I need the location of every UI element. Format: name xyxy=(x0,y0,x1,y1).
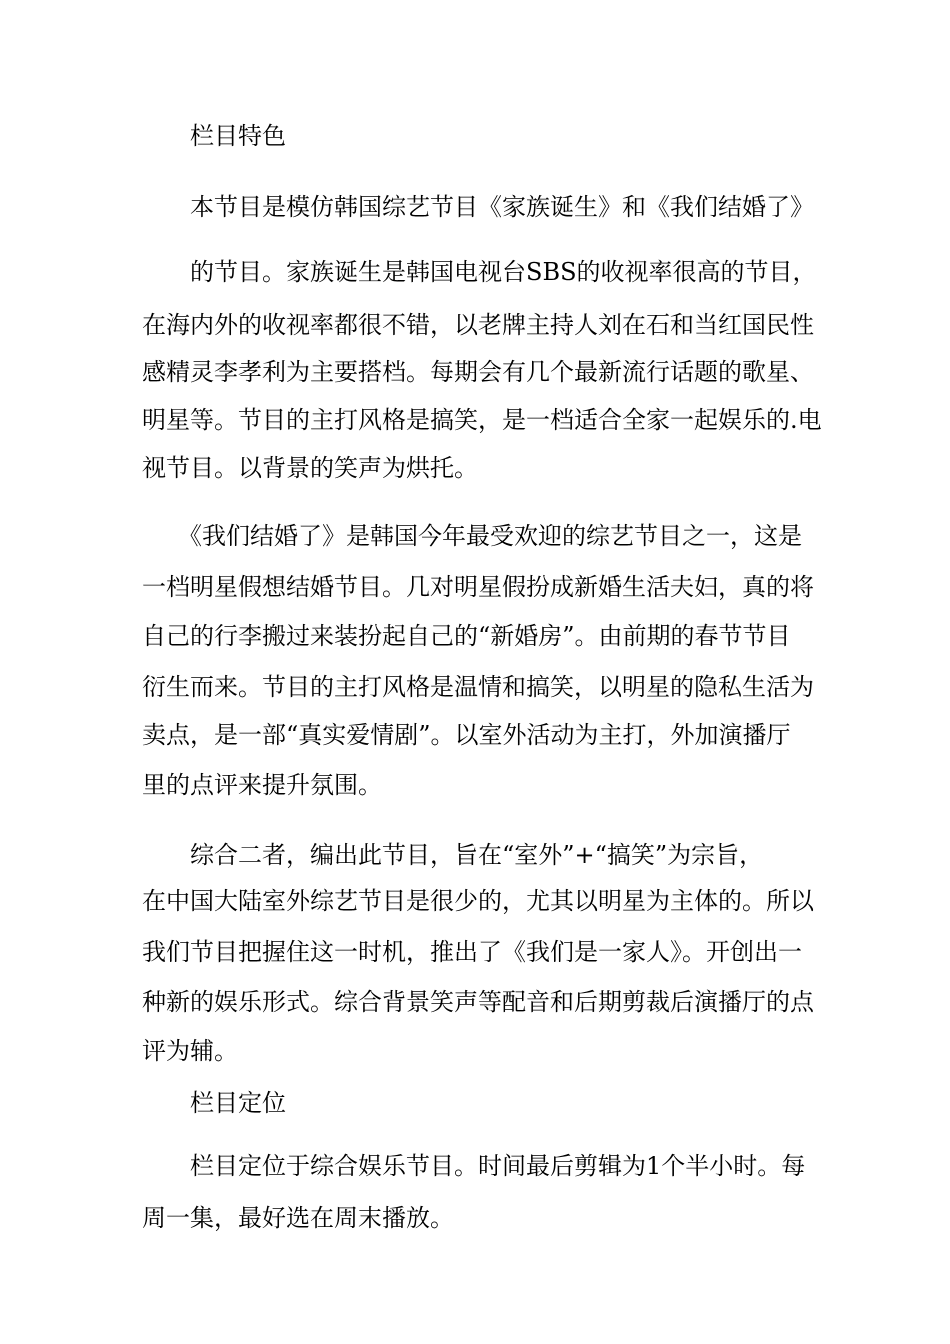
paragraph-4-line-3: 我们节目把握住这一时机，推出了《我们是一家人》。开创出一 xyxy=(142,938,802,966)
paragraph-2-line-5: 视节目。以背景的笑声为烘托。 xyxy=(142,454,478,482)
paragraph-4-line-2: 在中国大陆室外综艺节目是很少的，尤其以明星为主体的。所以 xyxy=(142,887,814,915)
paragraph-4-line-1: 综合二者，编出此节目，旨在“室外”+“搞笑”为宗旨， xyxy=(190,841,764,869)
paragraph-5-line-1: 栏目定位于综合娱乐节目。时间最后剪辑为1个半小时。每 xyxy=(190,1152,806,1180)
paragraph-2-line-4: 明星等。节目的主打风格是搞笑，是一档适合全家一起娱乐的.电 xyxy=(142,406,822,434)
paragraph-3-line-2: 一档明星假想结婚节目。几对明星假扮成新婚生活夫妇，真的将 xyxy=(142,573,814,601)
section-heading-positioning: 栏目定位 xyxy=(190,1089,286,1117)
paragraph-1-line-1: 本节目是模仿韩国综艺节目《家族诞生》和《我们结婚了》 xyxy=(190,193,814,221)
paragraph-4-line-4: 种新的娱乐形式。综合背景笑声等配音和后期剪裁后演播厅的点 xyxy=(142,988,814,1016)
paragraph-4-line-5: 评为辅。 xyxy=(142,1037,238,1065)
paragraph-2-line-1: 的节目。家族诞生是韩国电视台SBS的收视率很高的节目， xyxy=(190,258,817,286)
paragraph-2-line-3: 感精灵李孝利为主要搭档。每期会有几个最新流行话题的歌星、 xyxy=(142,358,814,386)
paragraph-3-line-3: 自己的行李搬过来装扮起自己的“新婚房”。由前期的春节节目 xyxy=(142,622,791,650)
paragraph-3-line-6: 里的点评来提升氛围。 xyxy=(142,771,382,799)
paragraph-3-line-5: 卖点，是一部“真实爱情剧”。以室外活动为主打，外加演播厅 xyxy=(142,721,791,749)
paragraph-3-line-4: 衍生而来。节目的主打风格是温情和搞笑，以明星的隐私生活为 xyxy=(142,673,814,701)
paragraph-2-line-2: 在海内外的收视率都很不错，以老牌主持人刘在石和当红国民性 xyxy=(142,311,814,339)
section-heading-features: 栏目特色 xyxy=(190,122,286,150)
paragraph-3-line-1: 《我们结婚了》是韩国今年最受欢迎的综艺节目之一，这是 xyxy=(178,522,802,550)
paragraph-5-line-2: 周一集，最好选在周末播放。 xyxy=(142,1204,454,1232)
